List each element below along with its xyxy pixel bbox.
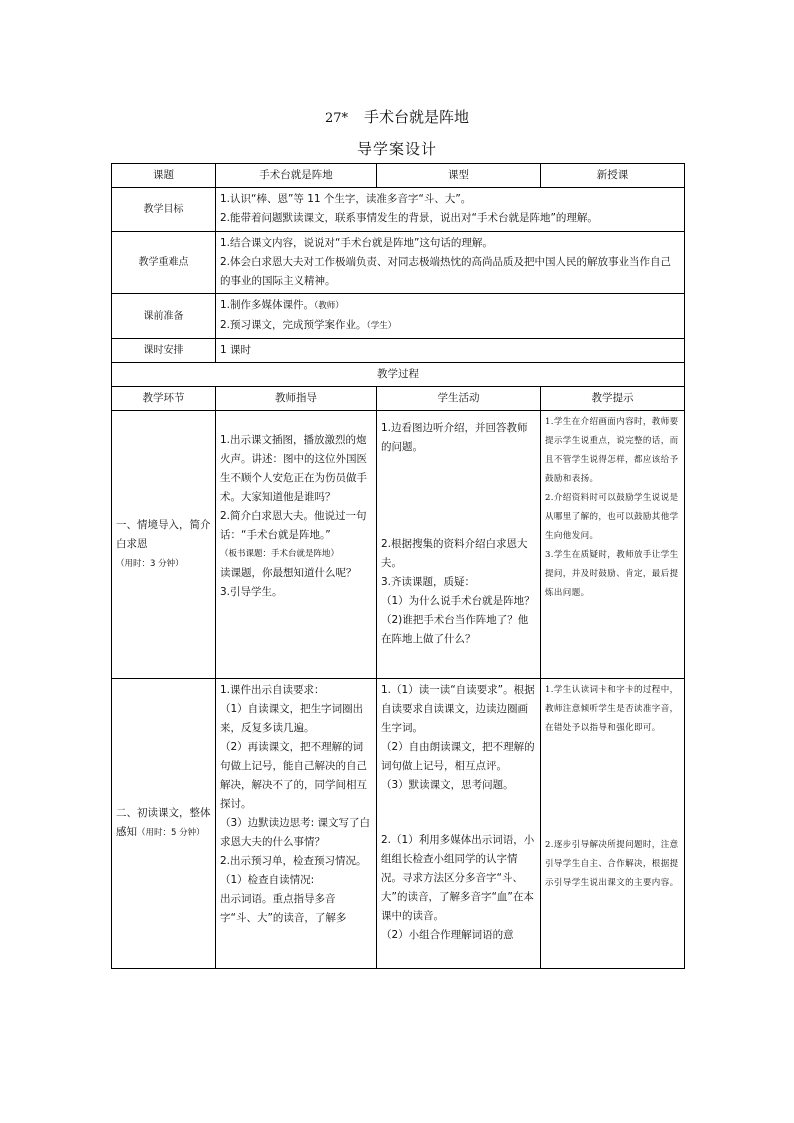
prep-cell (216, 294, 685, 339)
table-row (112, 339, 685, 363)
prep-item: 1.制作多媒体课件。（教师） (220, 299, 344, 311)
table-row (112, 188, 685, 232)
lesson-number: 27* (324, 111, 349, 126)
label-schedule: 课时安排 (112, 339, 216, 363)
objectives-cell (216, 188, 685, 232)
label-objectives: 教学目标 (112, 188, 216, 232)
value-type: 新授课 (541, 164, 685, 188)
stage1-student: 1.边看图边听介绍，并回答教师的问题。 2.根据搜集的资料介绍白求恩大夫。 3.齐读课题，质疑： （1）为什么说手术台就是阵地？ （2)谁把手术台当作阵地了？他在阵地上做了什么？ (377, 411, 541, 679)
keypoints-cell (216, 232, 685, 294)
schedule-value: 1 课时 (216, 339, 685, 363)
stage1-teacher: 1.出示课文插图，播放激烈的炮火声。讲述：图中的这位外国医生不顾个人安危正在为伤员做手术。大家知道他是谁吗？ 2.简介白求恩大夫。他说过一句话：“手术台就是阵地。” （板书课题：手术台就是阵地） 读课题，你最想知道什么呢？ 3.引导学生。 (216, 411, 377, 679)
table-row (112, 164, 685, 188)
lesson-title: 手术台就是阵地 (364, 108, 470, 126)
page-subtitle: 导学案设计 (356, 140, 437, 158)
table-row (112, 232, 685, 294)
column-header-teacher: 教师指导 (216, 387, 377, 411)
prep-item: 2.预习课文，完成预学案作业。（学生） (220, 319, 397, 331)
stage2-teacher: 1.课件出示自读要求： （1）自读课文，把生字词圈出来，反复多读几遍。 （2）再读课文，把不理解的词句做上记号，能自己解决的自己解决，解决不了的，同学间相互探讨。 （3）边默读边思考: 课文写了白求恩大夫的什么事情？ 2.出示预习单，检查预习情况。 （1）检查自读情况: 出示词语。重点指导多音字“斗、大”的读音，了解多 (216, 679, 377, 969)
label-keypoints: 教学重难点 (112, 232, 216, 294)
column-header-stage: 教学环节 (112, 387, 216, 411)
column-header-tips: 教学提示 (541, 387, 685, 411)
keypoint-item: 2.体会白求恩大夫对工作极端负责、对同志极端热忱的高尚品质及把中国人民的解放事业当作自己的事业的国际主义精神。 (220, 256, 672, 287)
stage2-name: 二、初读课文，整体感知（用时：5 分钟） (112, 679, 216, 969)
stage1-tips: 1.学生在介绍画面内容时，教师要提示学生说重点，说完整的话，而且不管学生说得怎样，都应该给予鼓励和表扬。 2.介绍资料时可以鼓励学生说说是从哪里了解的，也可以鼓励其他学生向他发问。 3.学生在质疑时，教师放手让学生提问，并及时鼓励、肯定，最后提炼出问题。 (541, 411, 685, 679)
stage2-student: 1.（1）读一读“自读要求”。根据自读要求自读课文，边读边圈画生字词。 （2）自由朗读课文，把不理解的词句做上记号，相互点评。 （3）默读课文，思考问题。 2.（1）利用多媒体出示词语，小组组长检查小组同学的认字情况。寻求方法区分多音字“斗、大”的读音，了解多音字“血”在本课中的读音。 （2）小组合作理解词语的意 (377, 679, 541, 969)
column-header-student: 学生活动 (377, 387, 541, 411)
objective-item: 1.认识“棒、恩”等 11 个生字，读准多音字“斗、大”。 (220, 193, 472, 205)
table-header-row (112, 387, 685, 411)
table-row (112, 679, 685, 969)
page-title (0, 106, 794, 127)
value-topic: 手术台就是阵地 (216, 164, 377, 188)
label-topic: 课题 (112, 164, 216, 188)
table-row (112, 363, 685, 387)
stage2-tips: 1.学生认读词卡和字卡的过程中，教师注意倾听学生是否读准字音，在错处予以指导和强化即可。 2.逐步引导解决所提问题时，注意引导学生自主、合作解决，根据提示引导学生说出课文的主要内容。 (541, 679, 685, 969)
process-title: 教学过程 (112, 363, 685, 387)
table-row (112, 411, 685, 679)
stage1-name: 一、情境导入，简介白求恩（用时：3 分钟） (112, 411, 216, 679)
lesson-plan-table (111, 163, 685, 969)
table-row (112, 294, 685, 339)
label-prep: 课前准备 (112, 294, 216, 339)
objective-item: 2.能带着问题默读课文，联系事情发生的背景，说出对“手术台就是阵地”的理解。 (220, 212, 598, 224)
keypoint-item: 1.结合课文内容，说说对“手术台就是阵地”这句话的理解。 (220, 237, 493, 249)
label-type: 课型 (377, 164, 541, 188)
